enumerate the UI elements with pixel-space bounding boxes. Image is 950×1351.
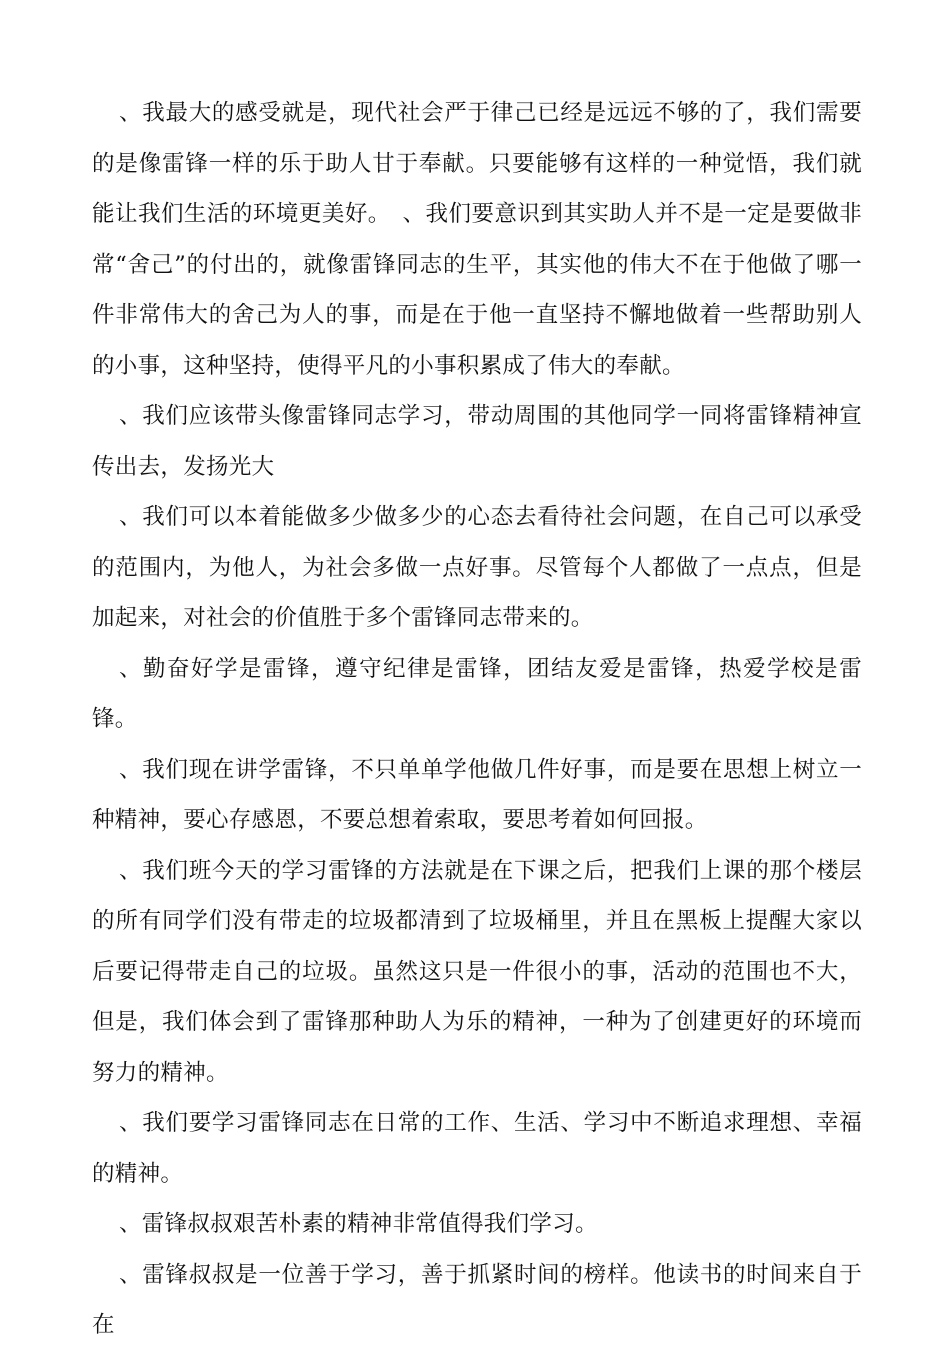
paragraph: 、我们要学习雷锋同志在日常的工作、生活、学习中不断追求理想、幸福的精神。 (92, 1110, 862, 1187)
paragraph: 、勤奋好学是雷锋，遵守纪律是雷锋，团结友爱是雷锋，热爱学校是雷锋。 (92, 655, 862, 732)
paragraph: 、我们班今天的学习雷锋的方法就是在下课之后，把我们上课的那个楼层的所有同学们没有带走的垃圾都清到了垃圾桶里，并且在黑板上提醒大家以后要记得带走自己的垃圾。虽然这只是一件很小的事，活动的范围也不大，但是，我们体会到了雷锋那种助人为乐的精神，一种为了创建更好的环境而努力的精神。 (92, 857, 862, 1086)
paragraph: 、我们现在讲学雷锋，不只单单学他做几件好事，而是要在思想上树立一种精神，要心存感恩，不要总想着索取，要思考着如何回报。 (92, 756, 862, 833)
document-body (92, 88, 862, 1351)
paragraph: 、我们可以本着能做多少做多少的心态去看待社会问题，在自己可以承受的范围内，为他人，为社会多做一点好事。尽管每个人都做了一点点，但是加起来，对社会的价值胜于多个雷锋同志带来的。 (92, 504, 862, 631)
paragraph: 、我们应该带头像雷锋同志学习，带动周围的其他同学一同将雷锋精神宣传出去，发扬光大 (92, 403, 862, 480)
paragraph: 、我最大的感受就是，现代社会严于律己已经是远远不够的了，我们需要的是像雷锋一样的乐于助人甘于奉献。只要能够有这样的一种觉悟，我们就能让我们生活的环境更美好。 、我们要意识到其实助人并不是一定是要做非常“舍己”的付出的，就像雷锋同志的生平，其实他的伟大不在于他做了哪一件非常伟大的舍己为人的事，而是在于他一直坚持不懈地做着一些帮助别人的小事，这种坚持，使得平凡的小事积累成了伟大的奉献。 (92, 100, 862, 379)
paragraph: 、雷锋叔叔艰苦朴素的精神非常值得我们学习。 (119, 1211, 598, 1237)
paragraph: 、雷锋叔叔是一位善于学习，善于抓紧时间的榜样。他读书的时间来自于在 (92, 1261, 862, 1338)
